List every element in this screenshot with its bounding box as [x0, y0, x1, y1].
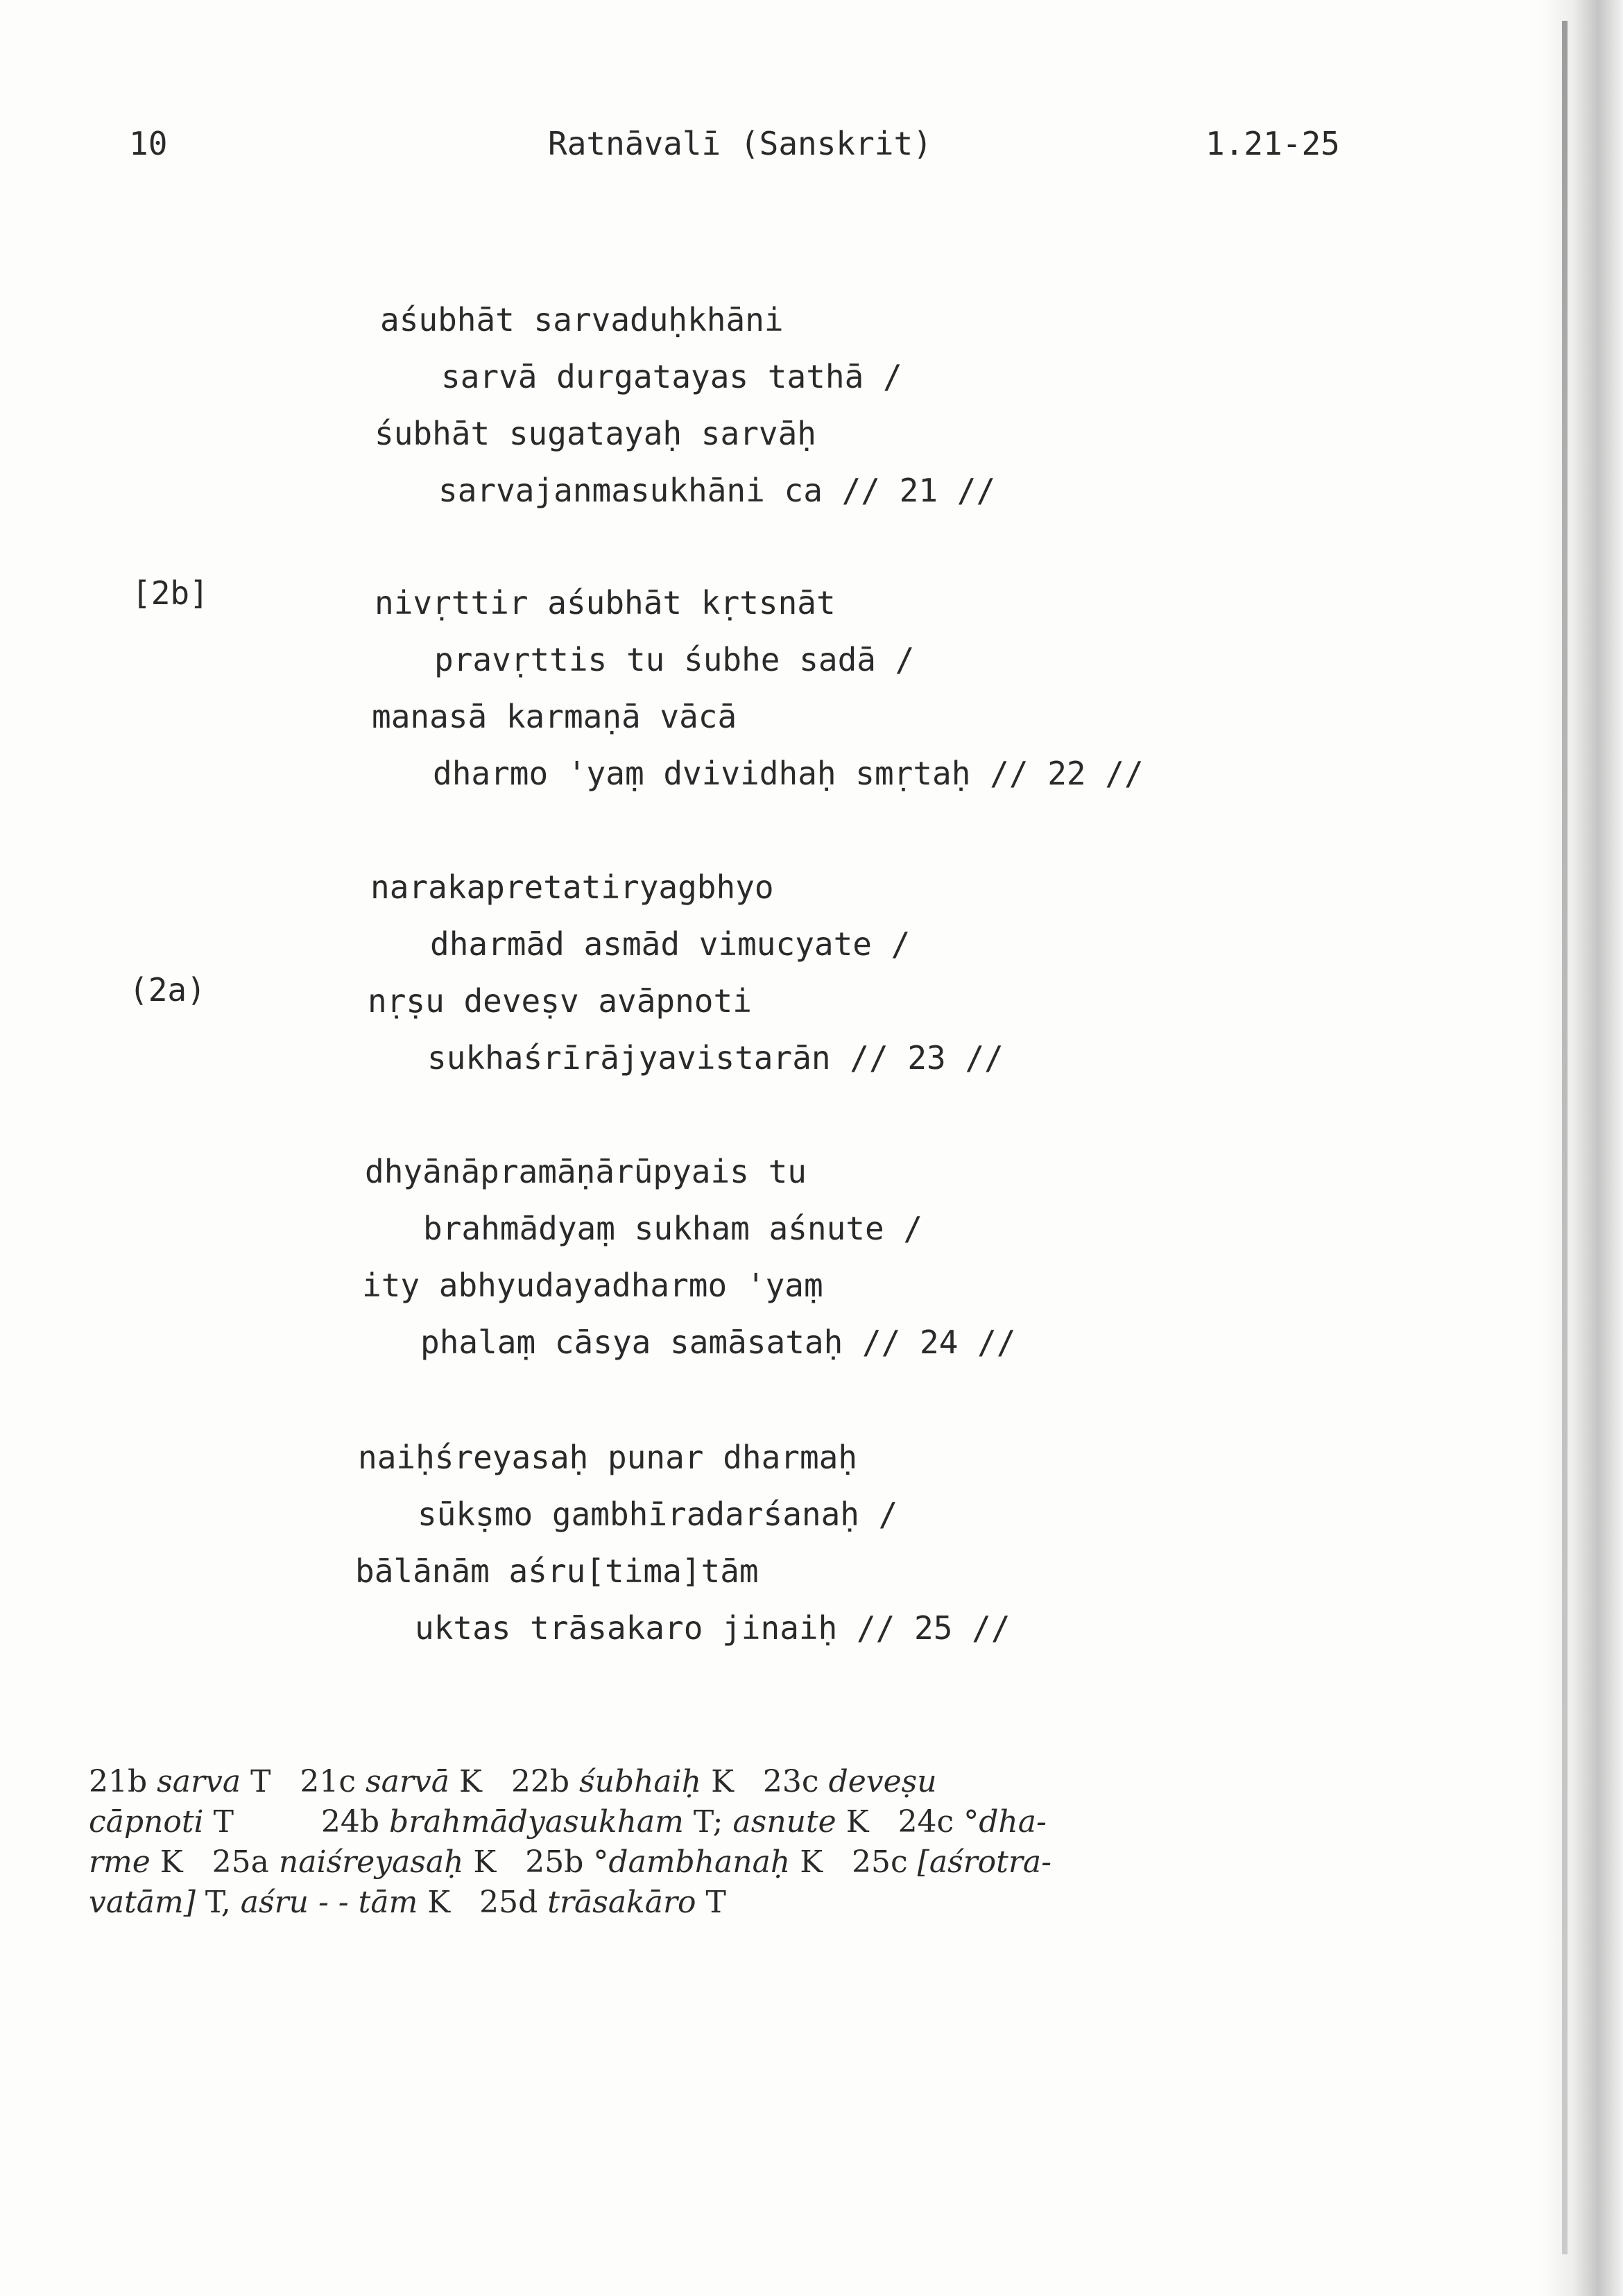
page-number: 10 — [129, 125, 168, 162]
verse-line: sukhaśrīrājyavistarān // 23 // — [427, 1039, 1004, 1077]
running-header — [0, 125, 1623, 180]
verse-line: aśubhāt sarvaduḥkhāni — [380, 301, 784, 339]
verse-line: dharmād asmād vimucyate / — [430, 925, 911, 963]
verse-line: ity abhyudayadharmo 'yaṃ — [362, 1267, 823, 1304]
verse-line: nṛṣu deveṣv avāpnoti — [368, 982, 752, 1020]
folio-marker-2b: [2b] — [132, 574, 209, 612]
variant-notes — [89, 1762, 1323, 1923]
verse-line: sūkṣmo gambhīradarśanaḥ / — [418, 1496, 898, 1533]
note-line: rme K 25a naiśreyasaḥ K 25b °dambhanaḥ K 25c [aśrotra- — [89, 1844, 1051, 1880]
verse-line: sarvā durgatayas tathā / — [441, 358, 902, 395]
verse-line: narakapretatiryagbhyo — [370, 868, 774, 906]
note-line: cāpnoti T 24b brahmādyasukham T; asnute K 24c °dha- — [89, 1804, 1047, 1840]
running-title: Ratnāvalī (Sanskrit) — [548, 125, 932, 162]
scan-edge-line — [1562, 21, 1568, 2254]
verse-line: śubhāt sugatayaḥ sarvāḥ — [375, 415, 816, 452]
verse-line: nivṛttir aśubhāt kṛtsnāt — [375, 584, 836, 622]
note-line: 21b sarva T 21c sarvā K 22b śubhaiḥ K 23c deveṣu — [89, 1764, 937, 1799]
note-line: vatām] T, aśru - - tām K 25d trāsakāro T — [89, 1885, 726, 1920]
verse-line: dhyānāpramāṇārūpyais tu — [365, 1153, 807, 1190]
verse-line: pravṛttis tu śubhe sadā / — [434, 641, 915, 678]
folio-marker-2a: (2a) — [129, 971, 206, 1009]
verse-range: 1.21-25 — [1205, 125, 1340, 162]
verse-line: sarvajanmasukhāni ca // 21 // — [438, 472, 996, 509]
verse-line: dharmo 'yaṃ dvividhaḥ smṛtaḥ // 22 // — [433, 755, 1144, 792]
verse-line: naiḥśreyasaḥ punar dharmaḥ — [358, 1439, 858, 1476]
verse-line: uktas trāsakaro jinaiḥ // 25 // — [415, 1609, 1011, 1647]
verse-line: phalaṃ cāsya samāsataḥ // 24 // — [420, 1323, 1016, 1361]
verse-line: bālānām aśru[tima]tām — [355, 1552, 759, 1590]
scan-edge-shadow — [1540, 0, 1623, 2296]
verse-line: brahmādyaṃ sukham aśnute / — [423, 1210, 923, 1247]
verse-line: manasā karmaṇā vācā — [372, 698, 737, 735]
